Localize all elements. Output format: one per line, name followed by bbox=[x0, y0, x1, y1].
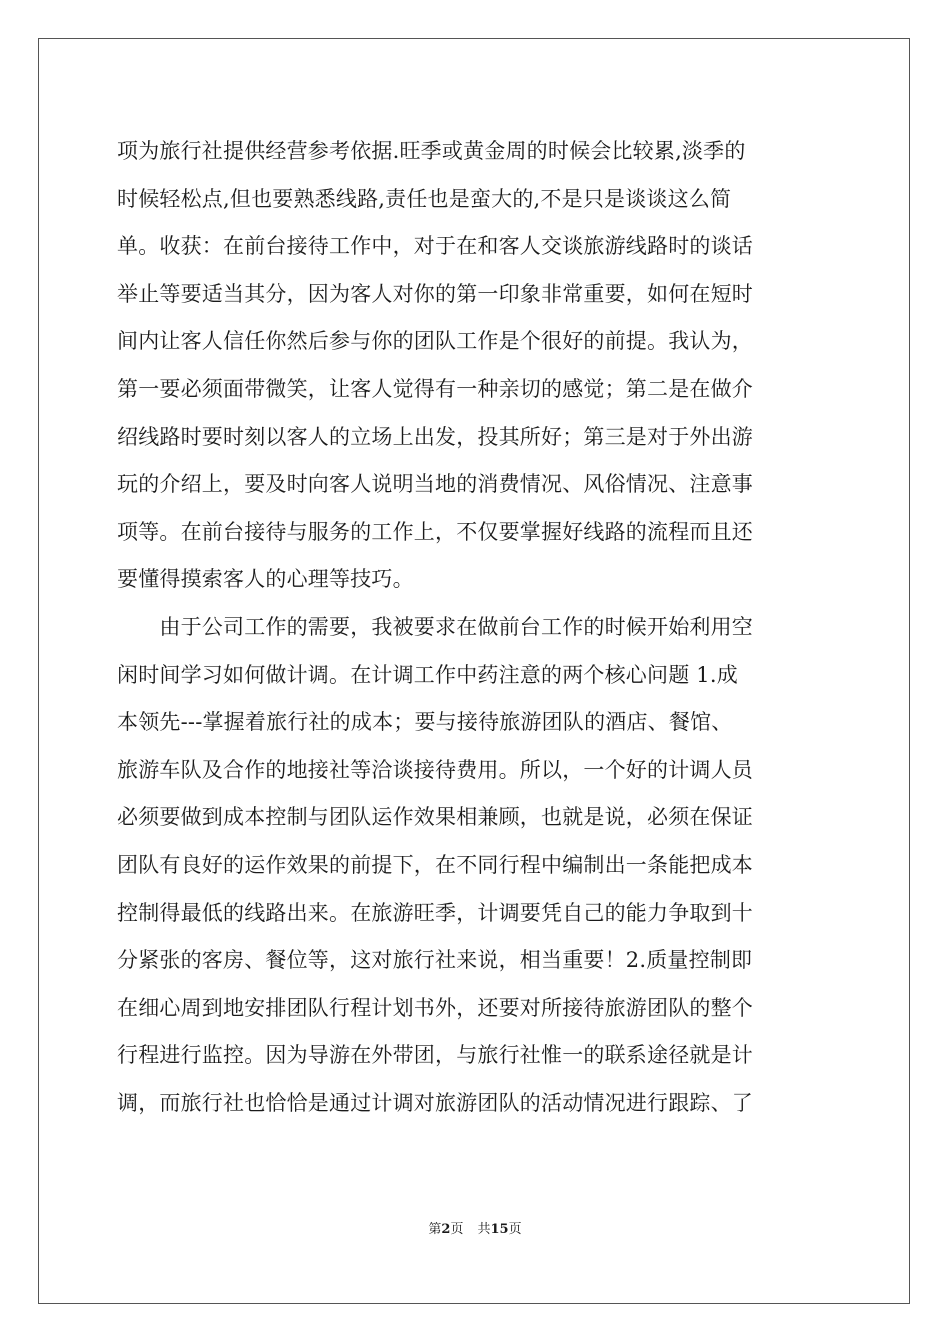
text-line: 分紧张的客房、餐位等，这对旅行社来说，相当重要！2.质量控制即 bbox=[117, 948, 753, 973]
page-suffix: 页 bbox=[450, 1222, 464, 1237]
text-line: 单。收获：在前台接待工作中，对于在和客人交谈旅游线路时的谈话 bbox=[117, 234, 753, 259]
total-prefix: 共 bbox=[477, 1222, 491, 1237]
text-line: 旅游车队及合作的地接社等洽谈接待费用。所以，一个好的计调人员 bbox=[117, 757, 753, 782]
text-line: 在细心周到地安排团队行程计划书外，还要对所接待旅游团队的整个 bbox=[117, 995, 753, 1020]
text-line: 调，而旅行社也恰恰是通过计调对旅游团队的活动情况进行跟踪、了 bbox=[117, 1090, 753, 1115]
document-body bbox=[117, 128, 833, 1127]
text-line: 要懂得摸索客人的心理等技巧。 bbox=[117, 567, 414, 592]
text-line: 本领先---掌握着旅行社的成本；要与接待旅游团队的酒店、餐馆、 bbox=[117, 710, 733, 735]
text-line: 玩的介绍上，要及时向客人说明当地的消费情况、风俗情况、注意事 bbox=[117, 472, 753, 497]
page-number: 2 bbox=[441, 1222, 451, 1237]
text-line: 举止等要适当其分，因为客人对你的第一印象非常重要，如何在短时 bbox=[117, 281, 753, 306]
page-footer bbox=[0, 1218, 950, 1237]
page-prefix: 第 bbox=[428, 1222, 442, 1237]
total-pages: 15 bbox=[490, 1222, 509, 1237]
text-line: 由于公司工作的需要，我被要求在做前台工作的时候开始利用空 bbox=[117, 614, 753, 639]
text-line: 团队有良好的运作效果的前提下，在不同行程中编制出一条能把成本 bbox=[117, 852, 753, 877]
text-line: 必须要做到成本控制与团队运作效果相兼顾，也就是说，必须在保证 bbox=[117, 805, 753, 830]
text-line: 第一要必须面带微笑，让客人觉得有一种亲切的感觉；第二是在做介 bbox=[117, 376, 753, 401]
text-line: 闲时间学习如何做计调。在计调工作中药注意的两个核心问题 1.成 bbox=[117, 662, 738, 687]
text-line: 项等。在前台接待与服务的工作上，不仅要掌握好线路的流程而且还 bbox=[117, 519, 753, 544]
text-line: 时候轻松点,但也要熟悉线路,责任也是蛮大的,不是只是谈谈这么简 bbox=[117, 186, 732, 211]
text-line: 项为旅行社提供经营参考依据.旺季或黄金周的时候会比较累,淡季的 bbox=[117, 139, 746, 163]
total-suffix: 页 bbox=[508, 1222, 522, 1237]
text-line: 行程进行监控。因为导游在外带团，与旅行社惟一的联系途径就是计 bbox=[117, 1043, 753, 1068]
text-line: 控制得最低的线路出来。在旅游旺季，计调要凭自己的能力争取到十 bbox=[117, 900, 753, 925]
text-line: 绍线路时要时刻以客人的立场上出发，投其所好；第三是对于外出游 bbox=[117, 424, 753, 449]
text-line: 间内让客人信任你然后参与你的团队工作是个很好的前提。我认为， bbox=[117, 329, 753, 354]
